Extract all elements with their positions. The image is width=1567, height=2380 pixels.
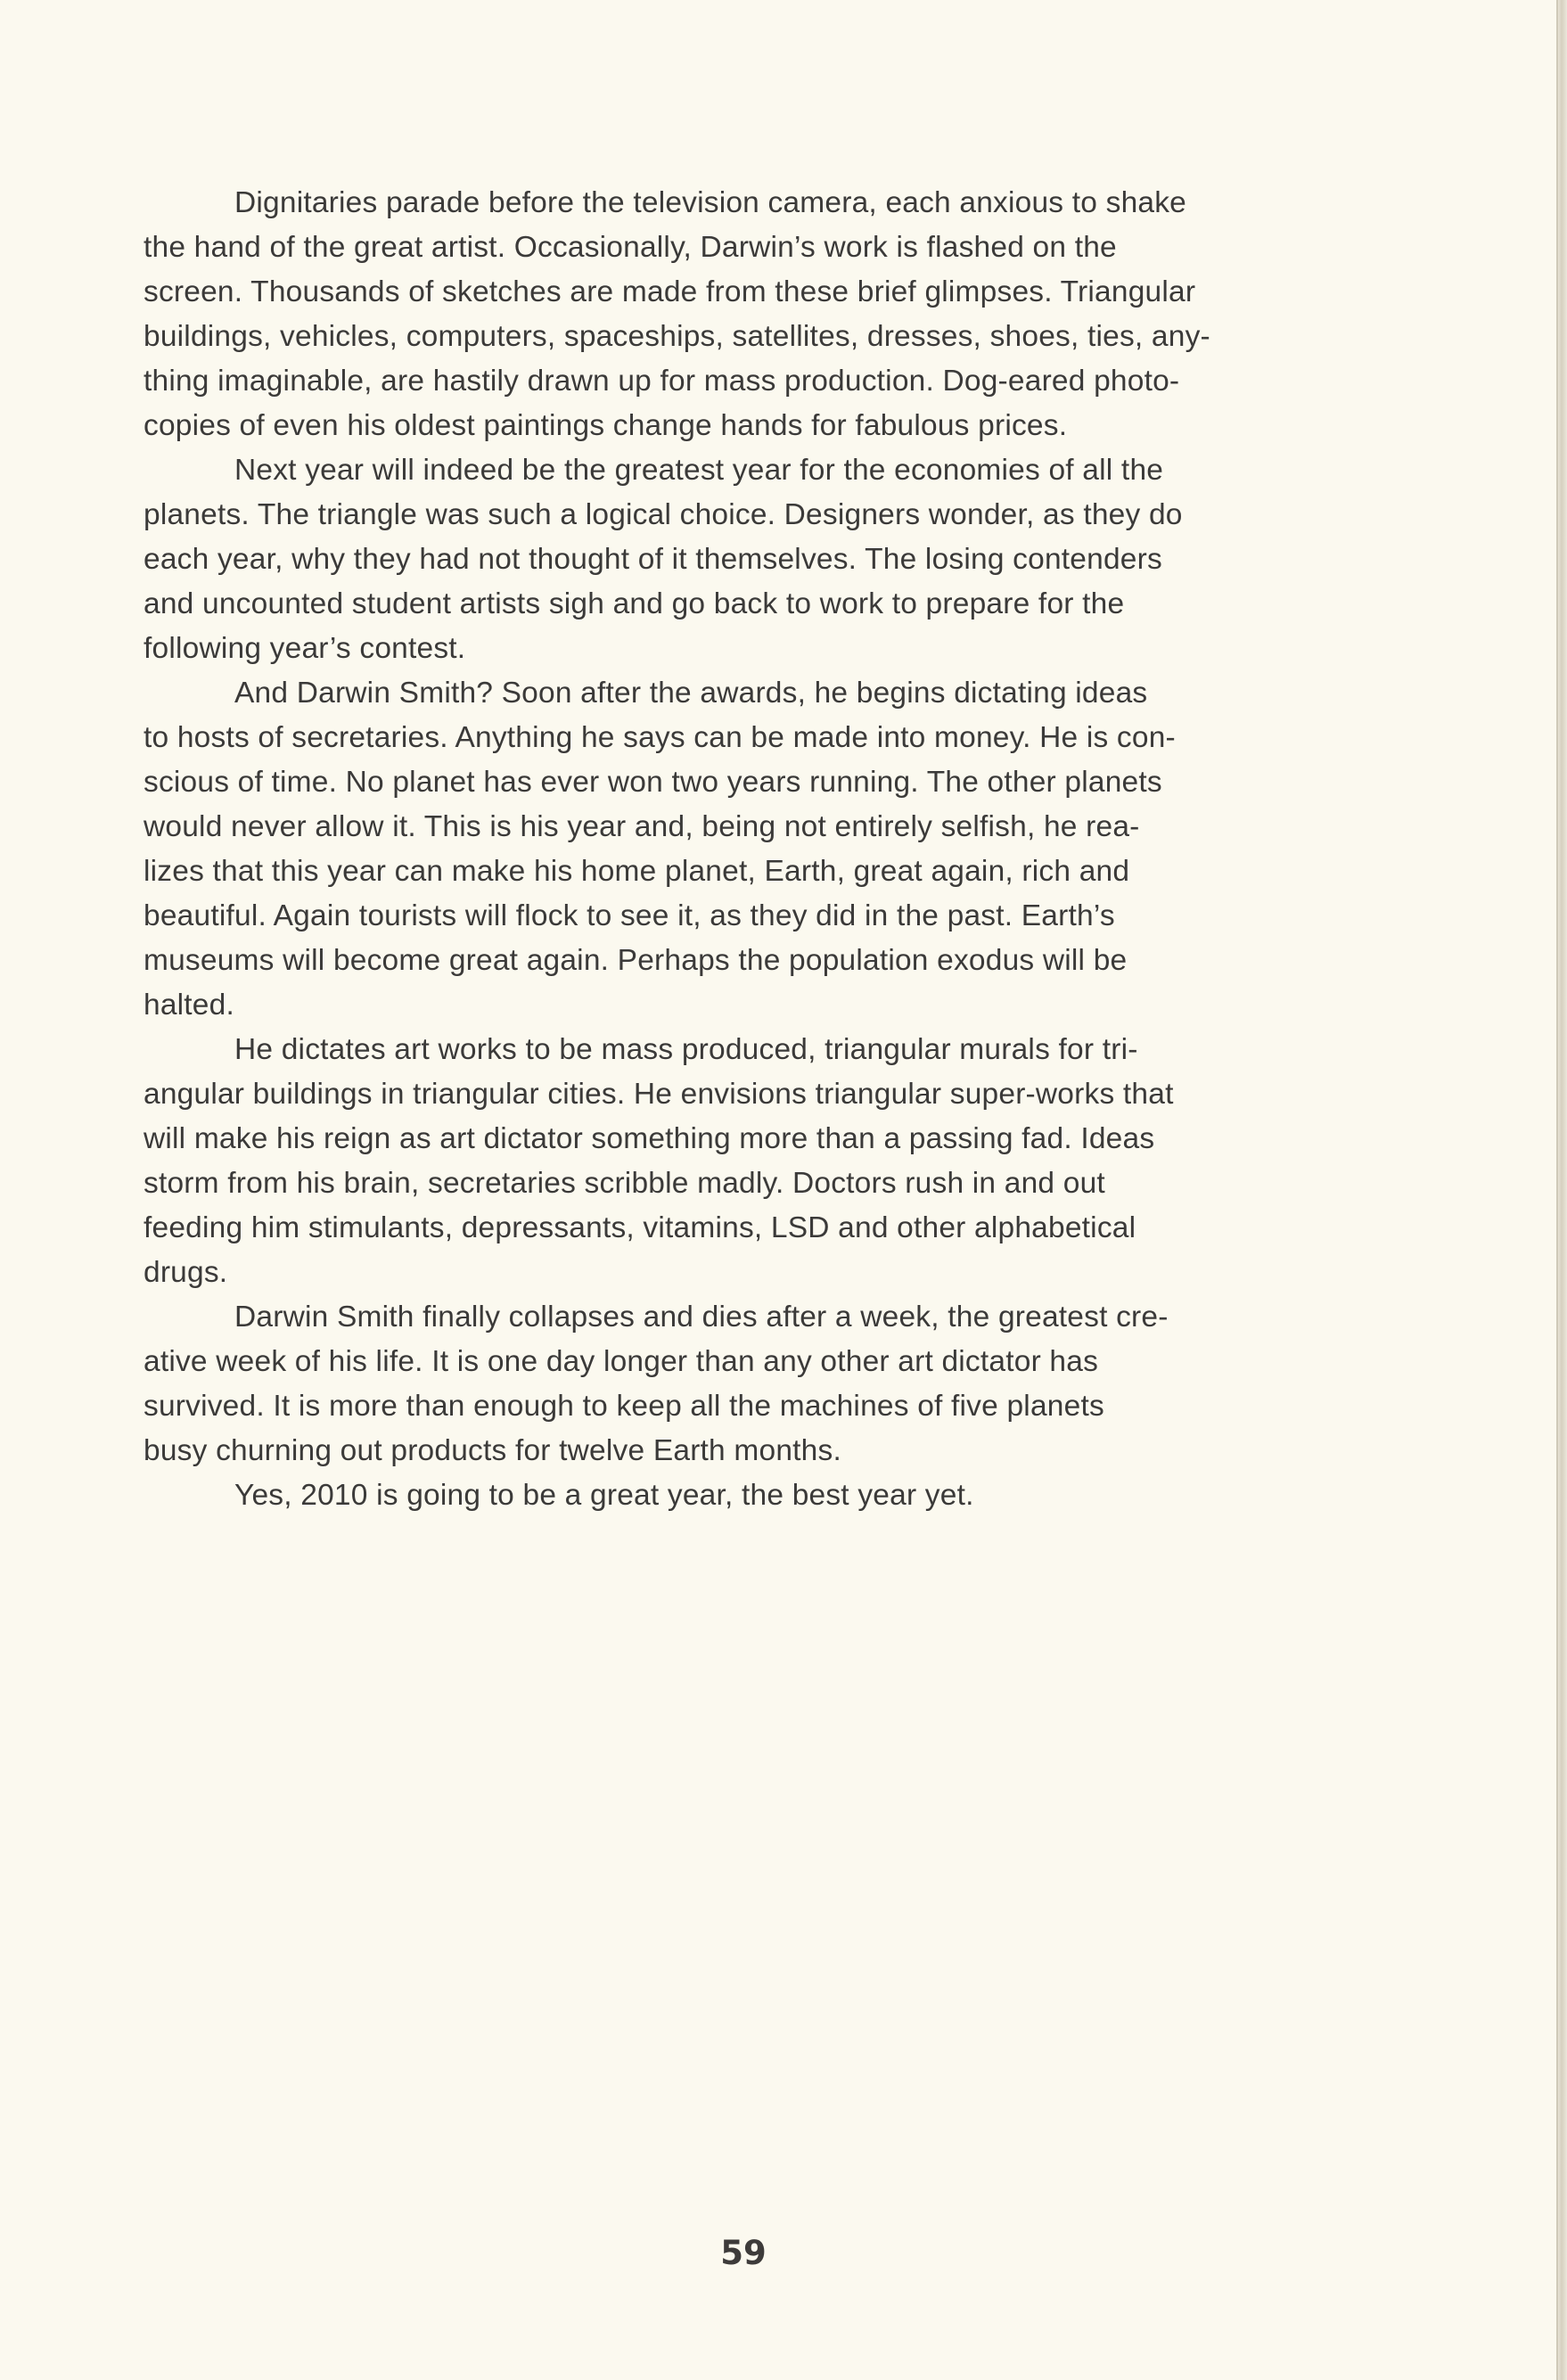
paragraph-3-line-4: would never allow it. This is his year and, being not entirely selfish, he rea-	[144, 810, 1140, 843]
paragraph-2-line-1: Next year will indeed be the greatest year for the economies of all the	[234, 454, 1164, 487]
paragraph-2-line-4: and uncounted student artists sigh and go back to work to prepare for the	[144, 587, 1125, 620]
paragraph-3-line-8: halted.	[144, 989, 234, 1022]
paragraph-5-line-4: busy churning out products for twelve Earth months.	[144, 1434, 841, 1467]
paragraph-5-line-1: Darwin Smith finally collapses and dies after a week, the greatest cre-	[234, 1301, 1169, 1334]
page-edge	[1558, 0, 1567, 2380]
paragraph-1-line-4: buildings, vehicles, computers, spaceships, satellites, dresses, shoes, ties, any-	[144, 320, 1210, 353]
paragraph-4-line-2: angular buildings in triangular cities. He envisions triangular super-works that	[144, 1078, 1174, 1111]
paragraph-2-line-5: following year’s contest.	[144, 632, 466, 665]
paragraph-1-line-2: the hand of the great artist. Occasionally, Darwin’s work is flashed on the	[144, 231, 1117, 264]
paragraph-6-line-1: Yes, 2010 is going to be a great year, the best year yet.	[234, 1479, 974, 1512]
page-number: 59	[720, 2234, 767, 2272]
paragraph-2-line-3: each year, why they had not thought of it themselves. The losing contenders	[144, 543, 1162, 576]
paragraph-3-line-1: And Darwin Smith? Soon after the awards, he begins dictating ideas	[234, 677, 1148, 710]
paragraph-3-line-3: scious of time. No planet has ever won two years running. The other planets	[144, 766, 1162, 799]
paragraph-4-line-1: He dictates art works to be mass produced, triangular murals for tri-	[234, 1033, 1138, 1066]
paragraph-3-line-5: lizes that this year can make his home planet, Earth, great again, rich and	[144, 855, 1130, 888]
paragraph-3-line-7: museums will become great again. Perhaps the population exodus will be	[144, 944, 1128, 977]
paragraph-4-line-4: storm from his brain, secretaries scribble madly. Doctors rush in and out	[144, 1167, 1105, 1200]
paragraph-3-line-6: beautiful. Again tourists will flock to see it, as they did in the past. Earth’s	[144, 899, 1115, 932]
paragraph-4-line-6: drugs.	[144, 1256, 228, 1289]
paragraph-1-line-3: screen. Thousands of sketches are made from these brief glimpses. Triangular	[144, 275, 1196, 308]
paragraph-5-line-3: survived. It is more than enough to keep all the machines of five planets	[144, 1390, 1104, 1423]
paragraph-4-line-3: will make his reign as art dictator something more than a passing fad. Ideas	[144, 1122, 1155, 1155]
paragraph-4-line-5: feeding him stimulants, depressants, vitamins, LSD and other alphabetical	[144, 1211, 1136, 1244]
paragraph-1-line-6: copies of even his oldest paintings change hands for fabulous prices.	[144, 409, 1068, 442]
paragraph-1-line-1: Dignitaries parade before the television camera, each anxious to shake	[234, 186, 1187, 219]
paragraph-1-line-5: thing imaginable, are hastily drawn up for mass production. Dog-eared photo-	[144, 365, 1180, 398]
paragraph-3-line-2: to hosts of secretaries. Anything he says can be made into money. He is con-	[144, 721, 1176, 754]
paragraph-2-line-2: planets. The triangle was such a logical choice. Designers wonder, as they do	[144, 498, 1183, 531]
paragraph-5-line-2: ative week of his life. It is one day longer than any other art dictator has	[144, 1345, 1099, 1378]
